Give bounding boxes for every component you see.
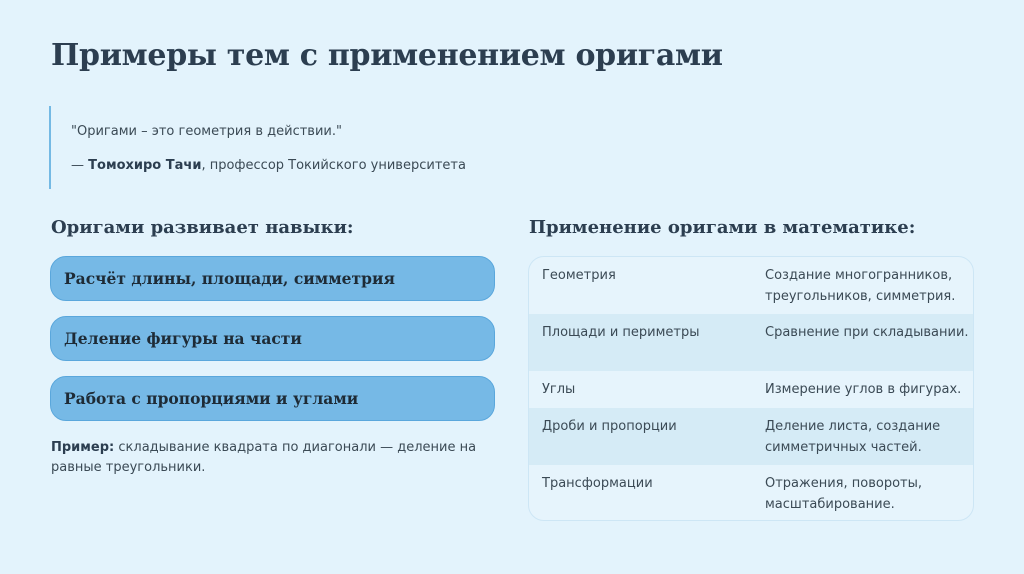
quote-text: "Оригами – это геометрия в действии." bbox=[71, 124, 342, 139]
example-text bbox=[51, 438, 481, 478]
table-cell-description: Деление листа, создание симметричных частей. bbox=[765, 419, 941, 455]
applications-table bbox=[528, 256, 974, 521]
quote-attribution bbox=[71, 158, 466, 173]
table-row bbox=[529, 465, 973, 521]
table-cell-description: Создание многогранников, треугольников, симметрия. bbox=[765, 268, 956, 304]
table-cell-topic: Углы bbox=[542, 382, 576, 397]
table-cell-topic: Геометрия bbox=[542, 268, 616, 283]
skill-card-proportions-angles: Работа с пропорциями и углами bbox=[50, 376, 495, 421]
skill-card-divide-figure: Деление фигуры на части bbox=[50, 316, 495, 361]
table-cell-description: Измерение углов в фигурах. bbox=[765, 382, 962, 397]
example-body: складывание квадрата по диагонали — деление на равные треугольники. bbox=[51, 440, 477, 475]
quote-block bbox=[49, 106, 569, 189]
table-cell-description: Отражения, повороты, масштабирование. bbox=[765, 476, 923, 512]
table-cell-topic: Площади и периметры bbox=[542, 325, 700, 340]
table-row bbox=[529, 408, 973, 465]
table-cell-topic: Дроби и пропорции bbox=[542, 419, 677, 434]
skills-heading: Оригами развивает навыки: bbox=[51, 217, 354, 238]
skill-card-length-area-symmetry: Расчёт длины, площади, симметрия bbox=[50, 256, 495, 301]
table-row bbox=[529, 371, 973, 408]
quote-author-description: , профессор Токийского университета bbox=[201, 158, 466, 173]
table-row bbox=[529, 314, 973, 371]
page-title: Примеры тем с применением оригами bbox=[51, 38, 723, 73]
quote-dash: — bbox=[71, 158, 89, 173]
math-applications-heading: Применение оригами в математике: bbox=[529, 217, 916, 238]
table-row bbox=[529, 257, 973, 314]
example-label: Пример: bbox=[51, 440, 115, 455]
quote-author: Томохиро Тачи bbox=[88, 158, 202, 173]
table-cell-description: Сравнение при складывании. bbox=[765, 325, 969, 340]
table-cell-topic: Трансформации bbox=[542, 476, 653, 491]
